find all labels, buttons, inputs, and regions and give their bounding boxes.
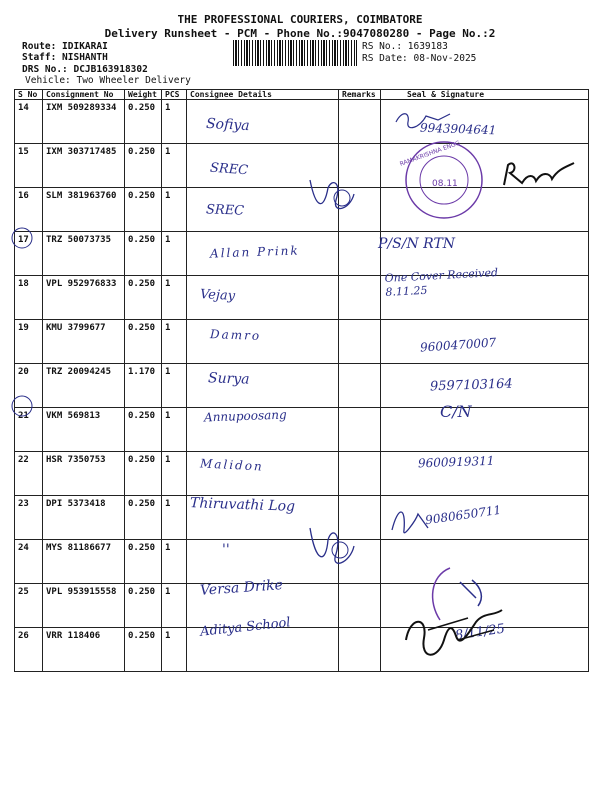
- svg-text:08.11: 08.11: [432, 179, 458, 189]
- handwritten-consignee: Surya: [207, 370, 250, 388]
- table-row: [15, 320, 589, 364]
- row-sno: 19: [15, 320, 43, 364]
- row-weight: 0.250: [125, 144, 162, 188]
- handwritten-consignee: Vejay: [199, 287, 236, 304]
- row-weight: 0.250: [125, 496, 162, 540]
- handwritten-phone: 9600919311: [417, 453, 495, 471]
- row-pcs: 1: [162, 232, 187, 276]
- row-sno: 20: [15, 364, 43, 408]
- row-pcs: 1: [162, 364, 187, 408]
- handwritten-consignee: Versa Drike: [199, 577, 284, 599]
- row-cn: MYS 81186677: [43, 540, 125, 584]
- col-pcs: PCS: [162, 90, 187, 100]
- handwritten-consignee: Sofiya: [205, 115, 251, 135]
- row-cn: VKM 569813: [43, 408, 125, 452]
- row-sno: 17: [15, 232, 43, 276]
- handwritten-consignee: SREC: [205, 202, 245, 219]
- col-sno: S No: [15, 90, 43, 100]
- row-pcs: 1: [162, 276, 187, 320]
- row-weight: 0.250: [125, 188, 162, 232]
- row-weight: 0.250: [125, 540, 162, 584]
- row-sno: 22: [15, 452, 43, 496]
- table-header-row: [15, 90, 589, 100]
- signature: [398, 600, 518, 670]
- col-seal: Seal & Signature: [381, 90, 589, 100]
- row-pcs: 1: [162, 628, 187, 672]
- handwritten-phone: 9600470007: [419, 335, 497, 355]
- row-pcs: 1: [162, 100, 187, 144]
- row-sno: 26: [15, 628, 43, 672]
- signature: [302, 170, 362, 220]
- svg-text:RAMAKRISHNA ENGG: RAMAKRISHNA ENGG: [398, 140, 462, 168]
- handwritten-consignee: '': [222, 542, 230, 558]
- row-pcs: 1: [162, 188, 187, 232]
- row-weight: 0.250: [125, 584, 162, 628]
- table-row: [15, 408, 589, 452]
- handwritten-consignee: Allan Prink: [209, 243, 300, 261]
- handwritten-consignee: Annupoosang: [203, 407, 287, 425]
- row-weight: 0.250: [125, 452, 162, 496]
- handwritten-phone: 9597103164: [429, 376, 513, 395]
- signature: [388, 500, 438, 540]
- handwritten-consignee: SREC: [209, 160, 249, 179]
- row-cn: HSR 7350753: [43, 452, 125, 496]
- row-sno: 14: [15, 100, 43, 144]
- table-row: [15, 452, 589, 496]
- signature: [300, 520, 360, 575]
- row-cn: IXM 509289334: [43, 100, 125, 144]
- handwritten-consignee: Damro: [209, 327, 262, 343]
- row-sno: 25: [15, 584, 43, 628]
- row-cn: DPI 5373418: [43, 496, 125, 540]
- row-pcs: 1: [162, 496, 187, 540]
- row-sno: 24: [15, 540, 43, 584]
- rs-number: RS No.: 1639183: [362, 41, 448, 52]
- handwritten-remark: P/S/N RTN: [378, 236, 456, 252]
- row-pcs: 1: [162, 408, 187, 452]
- row-cn: SLM 381963760: [43, 188, 125, 232]
- row-cn: TRZ 50073735: [43, 232, 125, 276]
- barcode: [233, 40, 357, 66]
- row-sno: 18: [15, 276, 43, 320]
- circle-mark: [10, 226, 34, 250]
- vehicle-label: Vehicle: Two Wheeler Delivery: [25, 75, 191, 86]
- row-sno: 21: [15, 408, 43, 452]
- row-pcs: 1: [162, 584, 187, 628]
- route-label: Route: IDIKARAI: [22, 41, 108, 52]
- handwritten-remark: C/N: [440, 402, 472, 421]
- row-weight: 0.250: [125, 320, 162, 364]
- row-cn: IXM 303717485: [43, 144, 125, 188]
- row-weight: 1.170: [125, 364, 162, 408]
- col-consignment: Consignment No: [43, 90, 125, 100]
- row-sno: 23: [15, 496, 43, 540]
- row-cn: TRZ 20094245: [43, 364, 125, 408]
- company-title: THE PROFESSIONAL COURIERS, COIMBATORE: [177, 13, 423, 26]
- table-row: [15, 100, 589, 144]
- drs-label: DRS No.: DCJB163918302: [22, 64, 148, 75]
- handwritten-date: 8/11/25: [454, 621, 506, 644]
- handwritten-phone: 9080650711: [424, 502, 502, 528]
- signature: [500, 155, 580, 195]
- row-weight: 0.250: [125, 232, 162, 276]
- row-pcs: 1: [162, 320, 187, 364]
- handwritten-consignee: Aditya School: [199, 615, 292, 640]
- handwritten-phone: 9943904641: [419, 120, 497, 138]
- row-weight: 0.250: [125, 408, 162, 452]
- handwritten-consignee: Thiruvathi Log: [189, 495, 296, 515]
- row-pcs: 1: [162, 452, 187, 496]
- row-cn: VPL 952976833: [43, 276, 125, 320]
- row-pcs: 1: [162, 540, 187, 584]
- college-seal-stamp: [396, 140, 496, 222]
- row-weight: 0.250: [125, 276, 162, 320]
- row-cn: VRR 118406: [43, 628, 125, 672]
- row-sno: 15: [15, 144, 43, 188]
- staff-label: Staff: NISHANTH: [22, 52, 108, 63]
- row-cn: KMU 3799677: [43, 320, 125, 364]
- row-pcs: 1: [162, 144, 187, 188]
- col-consignee: Consignee Details: [187, 90, 339, 100]
- row-sno: 16: [15, 188, 43, 232]
- col-remarks: Remarks: [339, 90, 381, 100]
- handwritten-consignee: Malidon: [199, 456, 265, 474]
- row-cn: VPL 953915558: [43, 584, 125, 628]
- runsheet-subtitle: Delivery Runsheet - PCM - Phone No.:9047080280 - Page No.:2: [104, 27, 496, 40]
- rs-date: RS Date: 08-Nov-2025: [362, 53, 477, 64]
- col-weight: Weight: [125, 90, 162, 100]
- row-weight: 0.250: [125, 628, 162, 672]
- handwritten-remark: One Cover Received 8.11.25: [384, 266, 499, 299]
- signature: [390, 108, 480, 130]
- row-weight: 0.250: [125, 100, 162, 144]
- circle-mark: [10, 394, 34, 418]
